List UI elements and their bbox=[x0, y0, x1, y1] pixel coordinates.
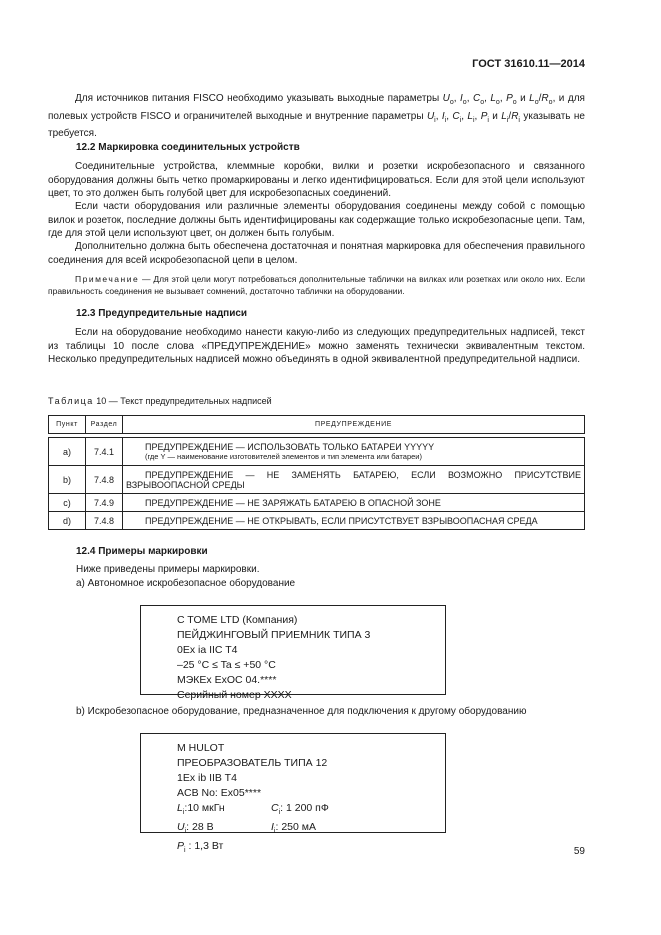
fisco-paragraph: Для источников питания FISCO необходимо указывать выходные параметры $U_o$, $I_o$, $C_o$, $L_o$, $P_o$ и $L_o/R_o$, и для полевых устройств FISCO и ограничителей выходные и внутренние параметры $U_i$, $I_i$, $C_i$, $L_i$, $P_i$ и $L_i/R_i$ указывать не требуется. bbox=[48, 93, 585, 139]
row-item: b) bbox=[49, 466, 86, 494]
warnings-table bbox=[48, 415, 585, 530]
marking-line-ui-ii: $U_i$: 28 В $I_i$: 250 мА bbox=[177, 821, 316, 836]
row-warning: ПРЕДУПРЕЖДЕНИЕ — ИСПОЛЬЗОВАТЬ ТОЛЬКО БАТАРЕИ YYYYY (где Y — наименование изготовителей элементов и тип элемента или батареи) bbox=[123, 438, 585, 466]
row-section: 7.4.8 bbox=[86, 512, 123, 530]
row-section: 7.4.1 bbox=[86, 438, 123, 466]
marking-line: –25 °C ≤ Ta ≤ +50 °C bbox=[177, 659, 276, 671]
example-b-label: b) Искробезопасное оборудование, предназначенное для подключения к другому оборудованию bbox=[76, 706, 527, 717]
row-item: c) bbox=[49, 494, 86, 512]
marking-line: C TOME LTD (Компания) bbox=[177, 614, 298, 626]
marking-line: Серийный номер XXXX bbox=[177, 689, 292, 701]
marking-line: МЭКEx ExOC 04.**** bbox=[177, 674, 277, 686]
marking-example-b bbox=[140, 733, 446, 855]
marking-line-li-ci: $L_i:10$ мкГн $C_i$: 1 200 пФ bbox=[177, 802, 329, 817]
table-10-caption: Таблица 10 — Текст предупредительных надписей bbox=[48, 396, 272, 406]
section-12-2-note: Примечание — Для этой цели могут потребоваться дополнительные таблички на вилках или розетках или около них. Если правильность соединения не вызывает сомнений, достаточно таблички на оборудовании. bbox=[48, 274, 585, 296]
row-section: 7.4.8 bbox=[86, 466, 123, 494]
row-section: 7.4.9 bbox=[86, 494, 123, 512]
marking-example-a bbox=[140, 605, 446, 701]
marking-line: M HULOT bbox=[177, 742, 225, 754]
marking-line: ACB No: Ex05**** bbox=[177, 787, 262, 799]
table-header-row bbox=[49, 416, 585, 434]
table-row bbox=[49, 494, 585, 512]
section-12-2-paragraph-2: Если части оборудования или различные элементы оборудования соединены между собой с помощью вилок и розеток, последние должны быть идентифицированы как содержащие только искробезопасные цепи. Там, где для этой цели используют цвет, он должен быть голубым. bbox=[48, 201, 585, 239]
example-a-label: a) Автономное искробезопасное оборудование bbox=[76, 578, 296, 589]
page-number: 59 bbox=[573, 846, 585, 857]
marking-line: 1Ex ib IIB T4 bbox=[177, 772, 237, 784]
section-12-3-heading: 12.3 Предупредительные надписи bbox=[76, 308, 248, 319]
table-row bbox=[49, 512, 585, 530]
column-header-section: Раздел bbox=[86, 416, 123, 434]
row-warning: ПРЕДУПРЕЖДЕНИЕ — НЕ ЗАМЕНЯТЬ БАТАРЕЮ, ЕСЛИ ВОЗМОЖНО ПРИСУТСТВИЕ ВЗРЫВООПАСНОЙ СРЕДЫ bbox=[123, 466, 585, 494]
section-12-2-paragraph-3: Дополнительно должна быть обеспечена достаточная и понятная маркировка для обеспечения правильного соединения для всей искробезопасной цепи в целом. bbox=[48, 241, 585, 266]
marking-line: 0Ex ia IIC T4 bbox=[177, 644, 238, 656]
row-item: a) bbox=[49, 438, 86, 466]
column-header-warning: ПРЕДУПРЕЖДЕНИЕ bbox=[123, 416, 585, 434]
table-row bbox=[49, 466, 585, 494]
standard-header: ГОСТ 31610.11—2014 bbox=[472, 58, 585, 70]
marking-line: ПРЕОБРАЗОВАТЕЛЬ ТИПА 12 bbox=[177, 757, 328, 769]
row-warning: ПРЕДУПРЕЖДЕНИЕ — НЕ ЗАРЯЖАТЬ БАТАРЕЮ В ОПАСНОЙ ЗОНЕ bbox=[123, 494, 585, 512]
marking-line-pi: $P_i$ : 1,3 Вт bbox=[177, 840, 224, 855]
section-12-4-heading: 12.4 Примеры маркировки bbox=[76, 546, 208, 557]
table-row bbox=[49, 438, 585, 466]
row-warning-note: (где Y — наименование изготовителей элементов и тип элемента или батареи) bbox=[145, 452, 422, 461]
column-header-item: Пункт bbox=[49, 416, 86, 434]
section-12-3-paragraph: Если на оборудование необходимо нанести какую-либо из следующих предупредительных надписей, текст из таблицы 10 после слова «ПРЕДУПРЕЖДЕНИЕ» можно заменять технически эквивалентным текстом. Несколько предупредительных надписей можно объединять в одной эквивалентной предупредительной надписи. bbox=[48, 327, 585, 365]
section-12-4-intro: Ниже приведены примеры маркировки. bbox=[76, 564, 260, 575]
row-item: d) bbox=[49, 512, 86, 530]
row-warning: ПРЕДУПРЕЖДЕНИЕ — НЕ ОТКРЫВАТЬ, ЕСЛИ ПРИСУТСТВУЕТ ВЗРЫВООПАСНАЯ СРЕДА bbox=[123, 512, 585, 530]
marking-line: ПЕЙДЖИНГОВЫЙ ПРИЕМНИК ТИПА 3 bbox=[177, 629, 371, 641]
section-12-2-heading: 12.2 Маркировка соединительных устройств bbox=[76, 142, 300, 153]
section-12-2-paragraph-1: Соединительные устройства, клеммные коробки, вилки и розетки искробезопасного и связанного оборудования должны быть четко промаркированы и легко идентифицироваться. Если для этой цели используют цвет, то это должен быть голубой цвет для искробезопасных соединений. bbox=[48, 161, 585, 199]
